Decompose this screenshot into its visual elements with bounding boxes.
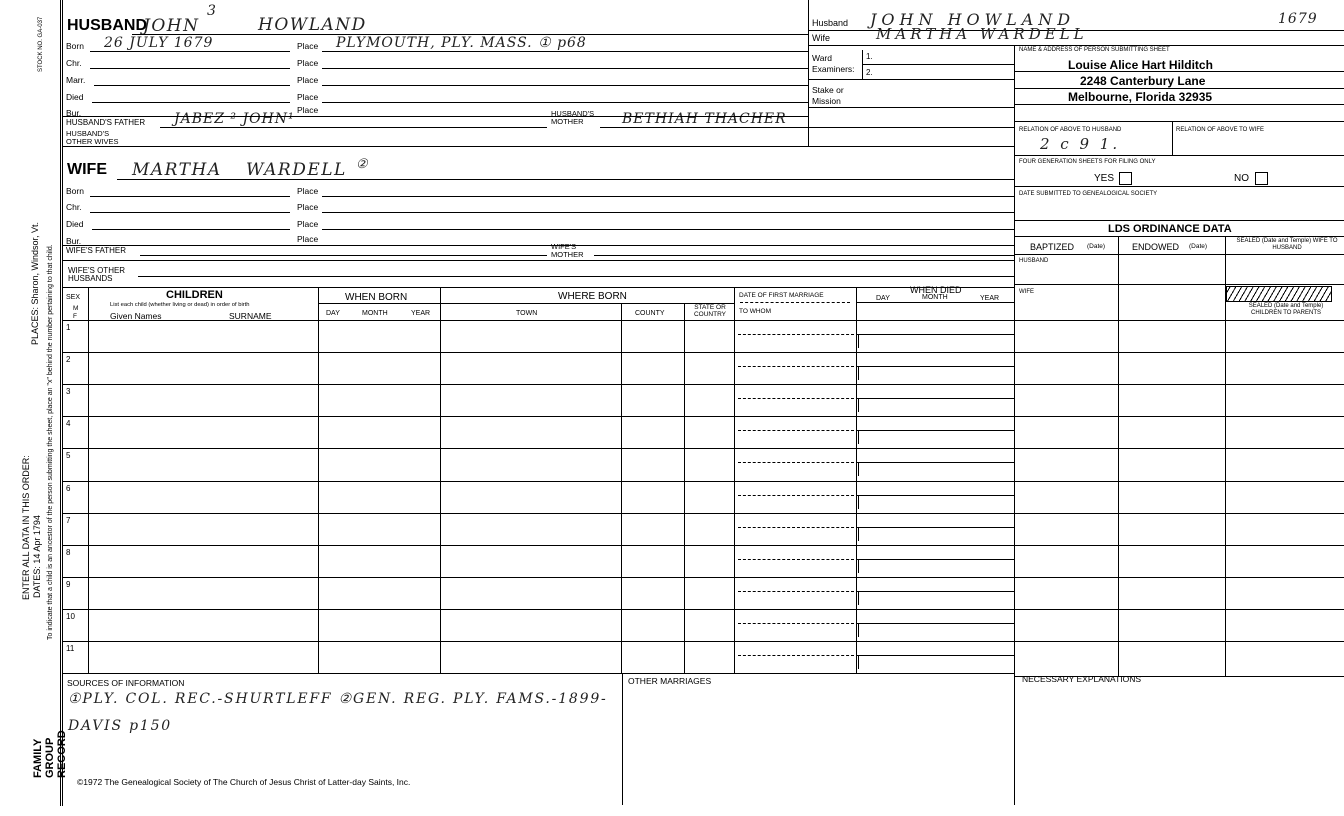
child-row-number: 2 [66, 355, 71, 365]
husband-father: JABEZ ² JOHN¹ [174, 111, 295, 127]
examiner-2: 2. [866, 68, 873, 77]
husband-given-name: JOHN [143, 16, 200, 36]
wife-chr-place-label: Place [297, 202, 319, 212]
child-row-number: 5 [66, 451, 71, 461]
surname-label: SURNAME [229, 311, 272, 321]
yes-label: YES [1094, 173, 1115, 184]
state-country-label: STATE OR COUNTRY [693, 304, 727, 319]
record-label: RECORD [56, 730, 68, 778]
husband-marr-label: Marr. [66, 75, 86, 85]
child-row-number: 8 [66, 547, 71, 557]
child-row-number: 1 [66, 323, 71, 332]
wife-chr-label: Chr. [66, 202, 82, 212]
relation-wife-label: RELATION OF ABOVE TO WIFE [1176, 127, 1265, 133]
no-label: NO [1234, 173, 1249, 184]
sex-label: SEX [66, 294, 81, 301]
endowed-date-note: (Date) [1189, 243, 1208, 250]
copyright: ©1972 The Genealogical Society of The Church of Jesus Christ of Latter-day Saints, Inc. [77, 777, 411, 787]
header-year: 1679 [1278, 11, 1318, 27]
sources-label: SOURCES OF INFORMATION [67, 678, 185, 688]
relation-husband-value: 2 c 9 1. [1040, 135, 1121, 153]
wife-mother-label: WIFE'S MOTHER [551, 242, 584, 259]
child-row-number: 10 [66, 611, 75, 621]
husband-died-label: Died [66, 92, 84, 102]
wife-father-label: WIFE'S FATHER [66, 246, 127, 255]
baptized-date-note: (Date) [1087, 243, 1106, 250]
husband-chr-label: Chr. [66, 58, 82, 68]
wife-born-label: Born [66, 186, 84, 196]
wife-given-name: MARTHA [132, 160, 222, 180]
husband-father-label: HUSBAND'S FATHER [66, 118, 146, 127]
husband-born-place-label: Place [297, 41, 319, 51]
dates-instruction: DATES: 14 Apr 1794 [32, 515, 42, 598]
lds-wife-label: WIFE [1019, 289, 1034, 295]
submitter-name: Louise Alice Hart Hilditch [1068, 58, 1213, 72]
submitter-label: NAME & ADDRESS OF PERSON SUBMITTING SHEET [1019, 47, 1170, 53]
header-husband-name: JOHN HOWLAND [870, 10, 1076, 29]
examiner-1: 1. [866, 52, 873, 61]
died-month-label: MONTH [922, 294, 948, 301]
hatched-box [1226, 286, 1332, 302]
husband-title: HUSBAND [67, 17, 147, 34]
where-born-label: WHERE BORN [558, 291, 627, 302]
born-year-label: YEAR [411, 310, 431, 317]
husband-chr-place-label: Place [297, 58, 319, 68]
sealed-children-label: SEALED (Date and Temple) CHILDREN TO PARENTS [1248, 303, 1324, 317]
stake-label: Stake or [812, 85, 844, 95]
town-label: TOWN [516, 310, 538, 317]
given-names-label: Given Names [110, 311, 162, 321]
sealed-wife-label: SEALED (Date and Temple) WIFE TO HUSBAND [1236, 238, 1338, 252]
explanations-label: NECESSARY EXPLANATIONS [1022, 674, 1142, 684]
relation-husband-label: RELATION OF ABOVE TO HUSBAND [1019, 127, 1122, 133]
wife-bur-place-label: Place [297, 234, 319, 244]
husband-died-place-label: Place [297, 92, 319, 102]
header-husband-label: Husband [812, 18, 849, 28]
husband-surname: HOWLAND [258, 15, 367, 35]
when-born-label: WHEN BORN [345, 292, 408, 303]
child-row-number: 6 [66, 483, 71, 493]
child-row-number: 9 [66, 579, 71, 589]
places-instruction: PLACES: Sharon, Windsor, Vt. [30, 221, 40, 345]
wife-died-label: Died [66, 219, 84, 229]
header-wife-name: MARTHA WARDELL [876, 25, 1088, 43]
wife-born-place-label: Place [297, 186, 319, 196]
husband-bur-place-label: Place [297, 105, 319, 115]
husband-born-date: 26 JULY 1679 [104, 35, 214, 51]
ancestor-instruction: To indicate that a child is an ancestor of the person submitting the sheet, place an "x" behind the number pertaining to that child. [47, 244, 54, 640]
husband-other-wives-label: HUSBAND'S OTHER WIVES [66, 129, 119, 146]
date-submitted-label: DATE SUBMITTED TO GENEALOGICAL SOCIETY [1019, 191, 1158, 197]
wife-bur-label: Bur. [66, 236, 82, 246]
other-marriages-label: OTHER MARRIAGES [628, 676, 712, 686]
children-instruction: List each child (whether living or dead) in order of birth [110, 302, 250, 308]
endowed-label: ENDOWED [1132, 242, 1179, 252]
husband-born-label: Born [66, 41, 84, 51]
yes-checkbox[interactable] [1119, 172, 1132, 185]
child-row-number: 7 [66, 515, 71, 525]
four-gen-label: FOUR GENERATION SHEETS FOR FILING ONLY [1019, 159, 1156, 165]
husband-mother: BETHIAH THACHER [622, 111, 787, 127]
husband-mother-label: HUSBAND'S MOTHER [551, 109, 595, 126]
child-row-number: 4 [66, 419, 71, 429]
wife-other-husbands-label: WIFE'S OTHER HUSBANDS [68, 266, 126, 283]
child-row-number: 11 [66, 644, 75, 653]
child-row-number: 3 [66, 387, 71, 397]
born-month-label: MONTH [362, 310, 388, 317]
born-day-label: DAY [326, 310, 340, 317]
enter-all-data-label: ENTER ALL DATA IN THIS ORDER: [21, 455, 31, 600]
submitter-city: Melbourne, Florida 32935 [1068, 90, 1213, 104]
ward-label: Ward [812, 53, 832, 63]
group-label: GROUP [44, 737, 56, 778]
sources-line-1: ①PLY. COL. REC.-SHURTLEFF ②GEN. REG. PLY. FAMS.-1899- [68, 691, 608, 707]
sources-line-2: DAVIS p150 [68, 718, 173, 734]
children-title: CHILDREN [166, 289, 223, 301]
husband-bur-label: Bur. [66, 108, 82, 118]
when-died-label: WHEN DIED [910, 285, 962, 295]
family-label: FAMILY [32, 738, 44, 778]
mission-label: Mission [812, 96, 841, 106]
submitter-street: 2248 Canterbury Lane [1080, 74, 1206, 88]
lds-title: LDS ORDINANCE DATA [1108, 223, 1232, 235]
sex-mf-label: M F [73, 305, 79, 321]
examiners-label: Examiners: [812, 64, 855, 74]
to-whom-label: TO WHOM [739, 308, 772, 315]
husband-born-place: PLYMOUTH, PLY. MASS. ① p68 [336, 35, 587, 51]
wife-surname: WARDELL [246, 160, 347, 180]
county-label: COUNTY [635, 310, 665, 317]
husband-marr-place-label: Place [297, 75, 319, 85]
died-day-label: DAY [876, 295, 890, 302]
no-checkbox[interactable] [1255, 172, 1268, 185]
header-wife-label: Wife [812, 33, 830, 43]
died-year-label: YEAR [980, 295, 1000, 302]
husband-generation: 3 [207, 3, 217, 19]
wife-title: WIFE [67, 161, 107, 178]
baptized-label: BAPTIZED [1030, 242, 1075, 252]
stock-number: STOCK NO. GA-037 [38, 16, 44, 72]
wife-died-place-label: Place [297, 219, 319, 229]
lds-husband-label: HUSBAND [1019, 258, 1049, 264]
wife-note: ② [356, 157, 369, 172]
first-marriage-label: DATE OF FIRST MARRIAGE [739, 292, 824, 299]
